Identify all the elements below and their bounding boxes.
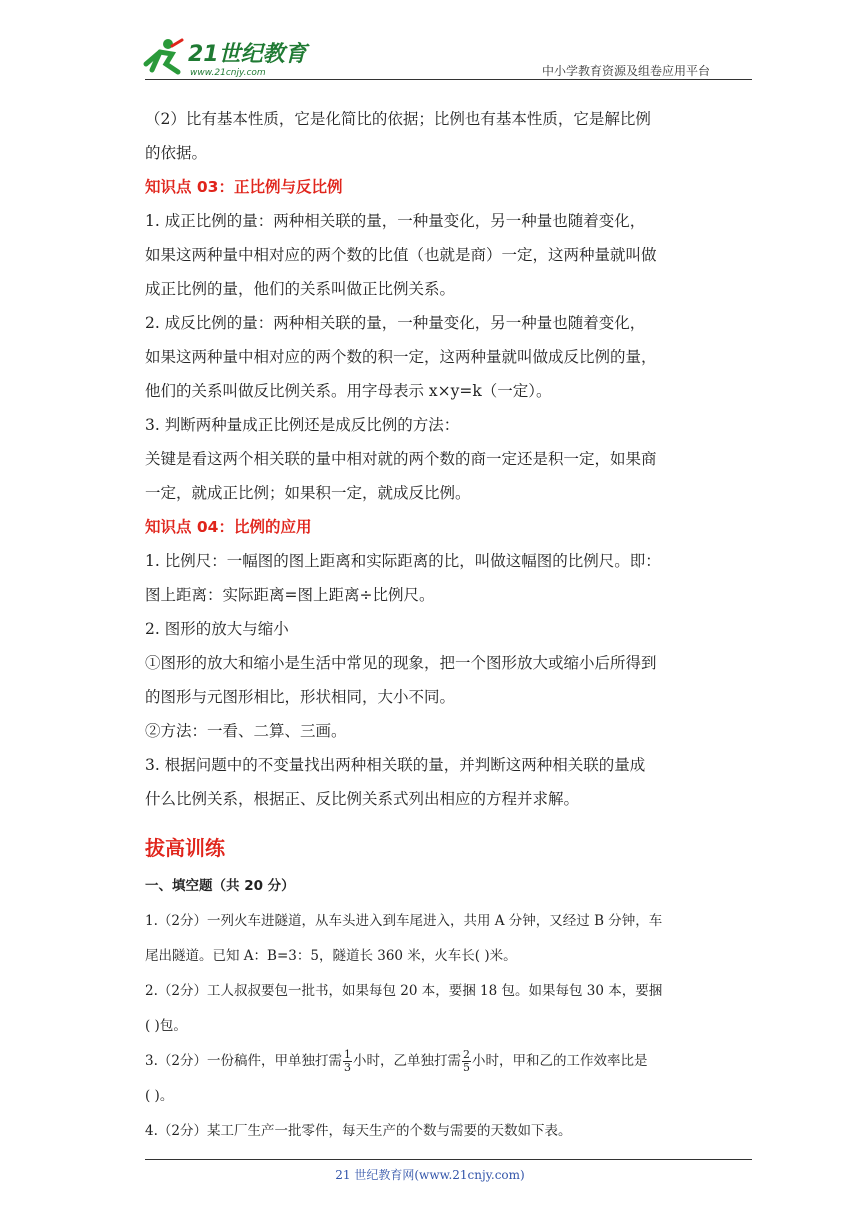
text-line: 成正比例的量，他们的关系叫做正比例关系。 <box>145 280 456 298</box>
text-line: 一定，就成正比例；如果积一定，就成反比例。 <box>145 484 471 502</box>
text-line: ①图形的放大和缩小是生活中常见的现象，把一个图形放大或缩小后所得到 <box>145 654 657 672</box>
fraction <box>343 1049 352 1074</box>
fraction <box>462 1049 471 1074</box>
text-line: （2）比有基本性质，它是化简比的依据；比例也有基本性质，它是解比例 <box>145 110 651 128</box>
text-line: 图上距离：实际距离=图上距离÷比例尺。 <box>145 586 435 604</box>
q3-part-a: 3.（2分）一份稿件，甲单独打需 <box>145 1053 342 1069</box>
knowledge-point-heading: 知识点 04：比例的应用 <box>145 518 312 536</box>
question-line: 尾出隧道。已知 A：B=3：5，隧道长 360 米，火车长( )米。 <box>145 948 517 964</box>
logo-url: www.21cnjy.com <box>190 68 266 78</box>
q3-part-c: 小时，甲和乙的工作效率比是 <box>471 1053 648 1069</box>
question-line: ( )包。 <box>145 1018 187 1034</box>
site-logo <box>138 34 318 80</box>
text-line: 如果这两种量中相对应的两个数的比值（也就是商）一定，这两种量就叫做 <box>145 246 657 264</box>
header-divider <box>145 79 752 80</box>
question-line: 1.（2分）一列火车进隧道，从车头进入到车尾进入，共用 A 分钟，又经过 B 分钟，车 <box>145 913 663 929</box>
text-line: 他们的关系叫做反比例关系。用字母表示 x×y=k（一定）。 <box>145 382 552 400</box>
fraction-numerator: 2 <box>462 1048 470 1061</box>
text-line: 3. 判断两种量成正比例还是成反比例的方法： <box>145 416 460 434</box>
runner-icon <box>146 39 182 72</box>
text-line: 2. 成反比例的量：两种相关联的量，一种量变化，另一种量也随着变化， <box>145 314 646 332</box>
text-line: 什么比例关系，根据正、反比例关系式列出相应的方程并求解。 <box>145 790 580 808</box>
text-line: 如果这两种量中相对应的两个数的积一定，这两种量就叫做成反比例的量， <box>145 348 657 366</box>
section-title: 拔高训练 <box>145 836 225 860</box>
text-line: 的图形与元图形相比，形状相同，大小不同。 <box>145 688 456 706</box>
question-line: 2.（2分）工人叔叔要包一批书，如果每包 20 本，要捆 18 包。如果每包 30 本，要捆 <box>145 983 663 999</box>
text-line: 3. 根据问题中的不变量找出两种相关联的量，并判断这两种相关联的量成 <box>145 756 646 774</box>
text-line: 1. 成正比例的量：两种相关联的量，一种量变化，另一种量也随着变化， <box>145 212 646 230</box>
subsection-title: 一、填空题（共 20 分） <box>145 878 295 894</box>
fraction-denominator: 5 <box>462 1061 470 1074</box>
text-line: ②方法：一看、二算、三画。 <box>145 722 347 740</box>
platform-name: 中小学教育资源及组卷应用平台 <box>541 64 710 78</box>
fraction-denominator: 3 <box>343 1061 351 1074</box>
text-line: 2. 图形的放大与缩小 <box>145 620 289 638</box>
text-line: 的依据。 <box>145 144 208 162</box>
knowledge-point-heading: 知识点 03：正比例与反比例 <box>145 178 343 196</box>
question-line <box>145 1044 720 1079</box>
text-line: 关键是看这两个相关联的量中相对就的两个数的商一定还是积一定，如果商 <box>145 450 657 468</box>
footer-divider <box>145 1159 752 1160</box>
footer-text: 21 世纪教育网(www.21cnjy.com) <box>335 1168 525 1182</box>
logo-text: 21世纪教育 <box>188 42 307 67</box>
fraction-numerator: 1 <box>343 1048 351 1061</box>
question-line: 4.（2分）某工厂生产一批零件，每天生产的个数与需要的天数如下表。 <box>145 1123 572 1139</box>
question-line: ( )。 <box>145 1088 174 1104</box>
q3-part-b: 小时，乙单独打需 <box>352 1053 461 1069</box>
text-line: 1. 比例尺：一幅图的图上距离和实际距离的比，叫做这幅图的比例尺。即： <box>145 552 661 570</box>
page-content <box>145 102 720 1149</box>
